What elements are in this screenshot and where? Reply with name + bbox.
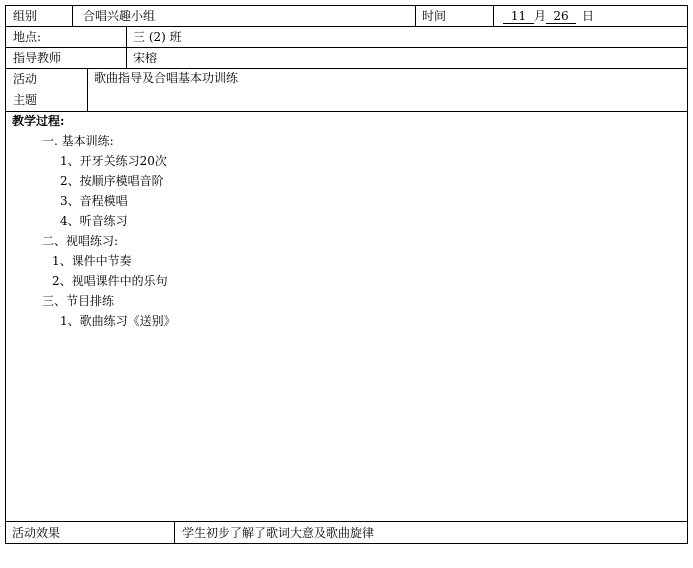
effect-value: 学生初步了解了歌词大意及歌曲旋律 xyxy=(182,526,375,540)
teacher-value: 宋榕 xyxy=(133,51,158,65)
date-field xyxy=(503,9,594,24)
process-line: 1、歌曲练习《送别》 xyxy=(60,314,176,328)
process-heading: 教学过程: xyxy=(12,114,65,128)
process-line: 二、视唱练习: xyxy=(42,234,119,248)
col-divider-r6 xyxy=(174,521,175,543)
row-divider-1 xyxy=(6,26,687,27)
col-divider-r2-r3 xyxy=(126,26,127,68)
process-line: 2、视唱课件中的乐句 xyxy=(52,274,168,288)
row-divider-3 xyxy=(6,68,687,69)
month-value: 11 xyxy=(503,10,534,24)
col-divider-r1-c xyxy=(493,6,494,26)
row-divider-4 xyxy=(6,111,687,112)
row-divider-2 xyxy=(6,47,687,48)
location-label: 地点: xyxy=(13,30,42,44)
col-divider-r1-b xyxy=(415,6,416,26)
process-line: 一. 基本训练: xyxy=(42,134,114,148)
col-divider-r4 xyxy=(87,68,88,111)
process-line: 1、课件中节奏 xyxy=(52,254,132,268)
process-line: 4、听音练习 xyxy=(60,214,128,228)
process-line: 2、按顺序模唱音阶 xyxy=(60,174,164,188)
process-line: 1、开牙关练习20次 xyxy=(60,154,167,168)
topic-label-line1: 活动 xyxy=(13,72,38,86)
day-unit: 日 xyxy=(582,9,595,23)
month-unit: 月 xyxy=(534,9,547,23)
group-value: 合唱兴趣小组 xyxy=(83,9,156,23)
day-value: 26 xyxy=(546,10,576,24)
time-label: 时间 xyxy=(422,9,447,23)
process-line: 三、节目排练 xyxy=(42,294,115,308)
row-divider-5 xyxy=(6,521,687,522)
topic-value: 歌曲指导及合唱基本功训练 xyxy=(94,71,239,85)
effect-label: 活动效果 xyxy=(12,526,61,540)
location-value: 三 (2) 班 xyxy=(133,30,182,44)
col-divider-r1-a xyxy=(72,6,73,26)
group-label: 组别 xyxy=(13,9,38,23)
teacher-label: 指导教师 xyxy=(13,51,62,65)
activity-record-table xyxy=(5,5,688,544)
process-line: 3、音程模唱 xyxy=(60,194,128,208)
topic-label-line2: 主题 xyxy=(13,93,38,107)
